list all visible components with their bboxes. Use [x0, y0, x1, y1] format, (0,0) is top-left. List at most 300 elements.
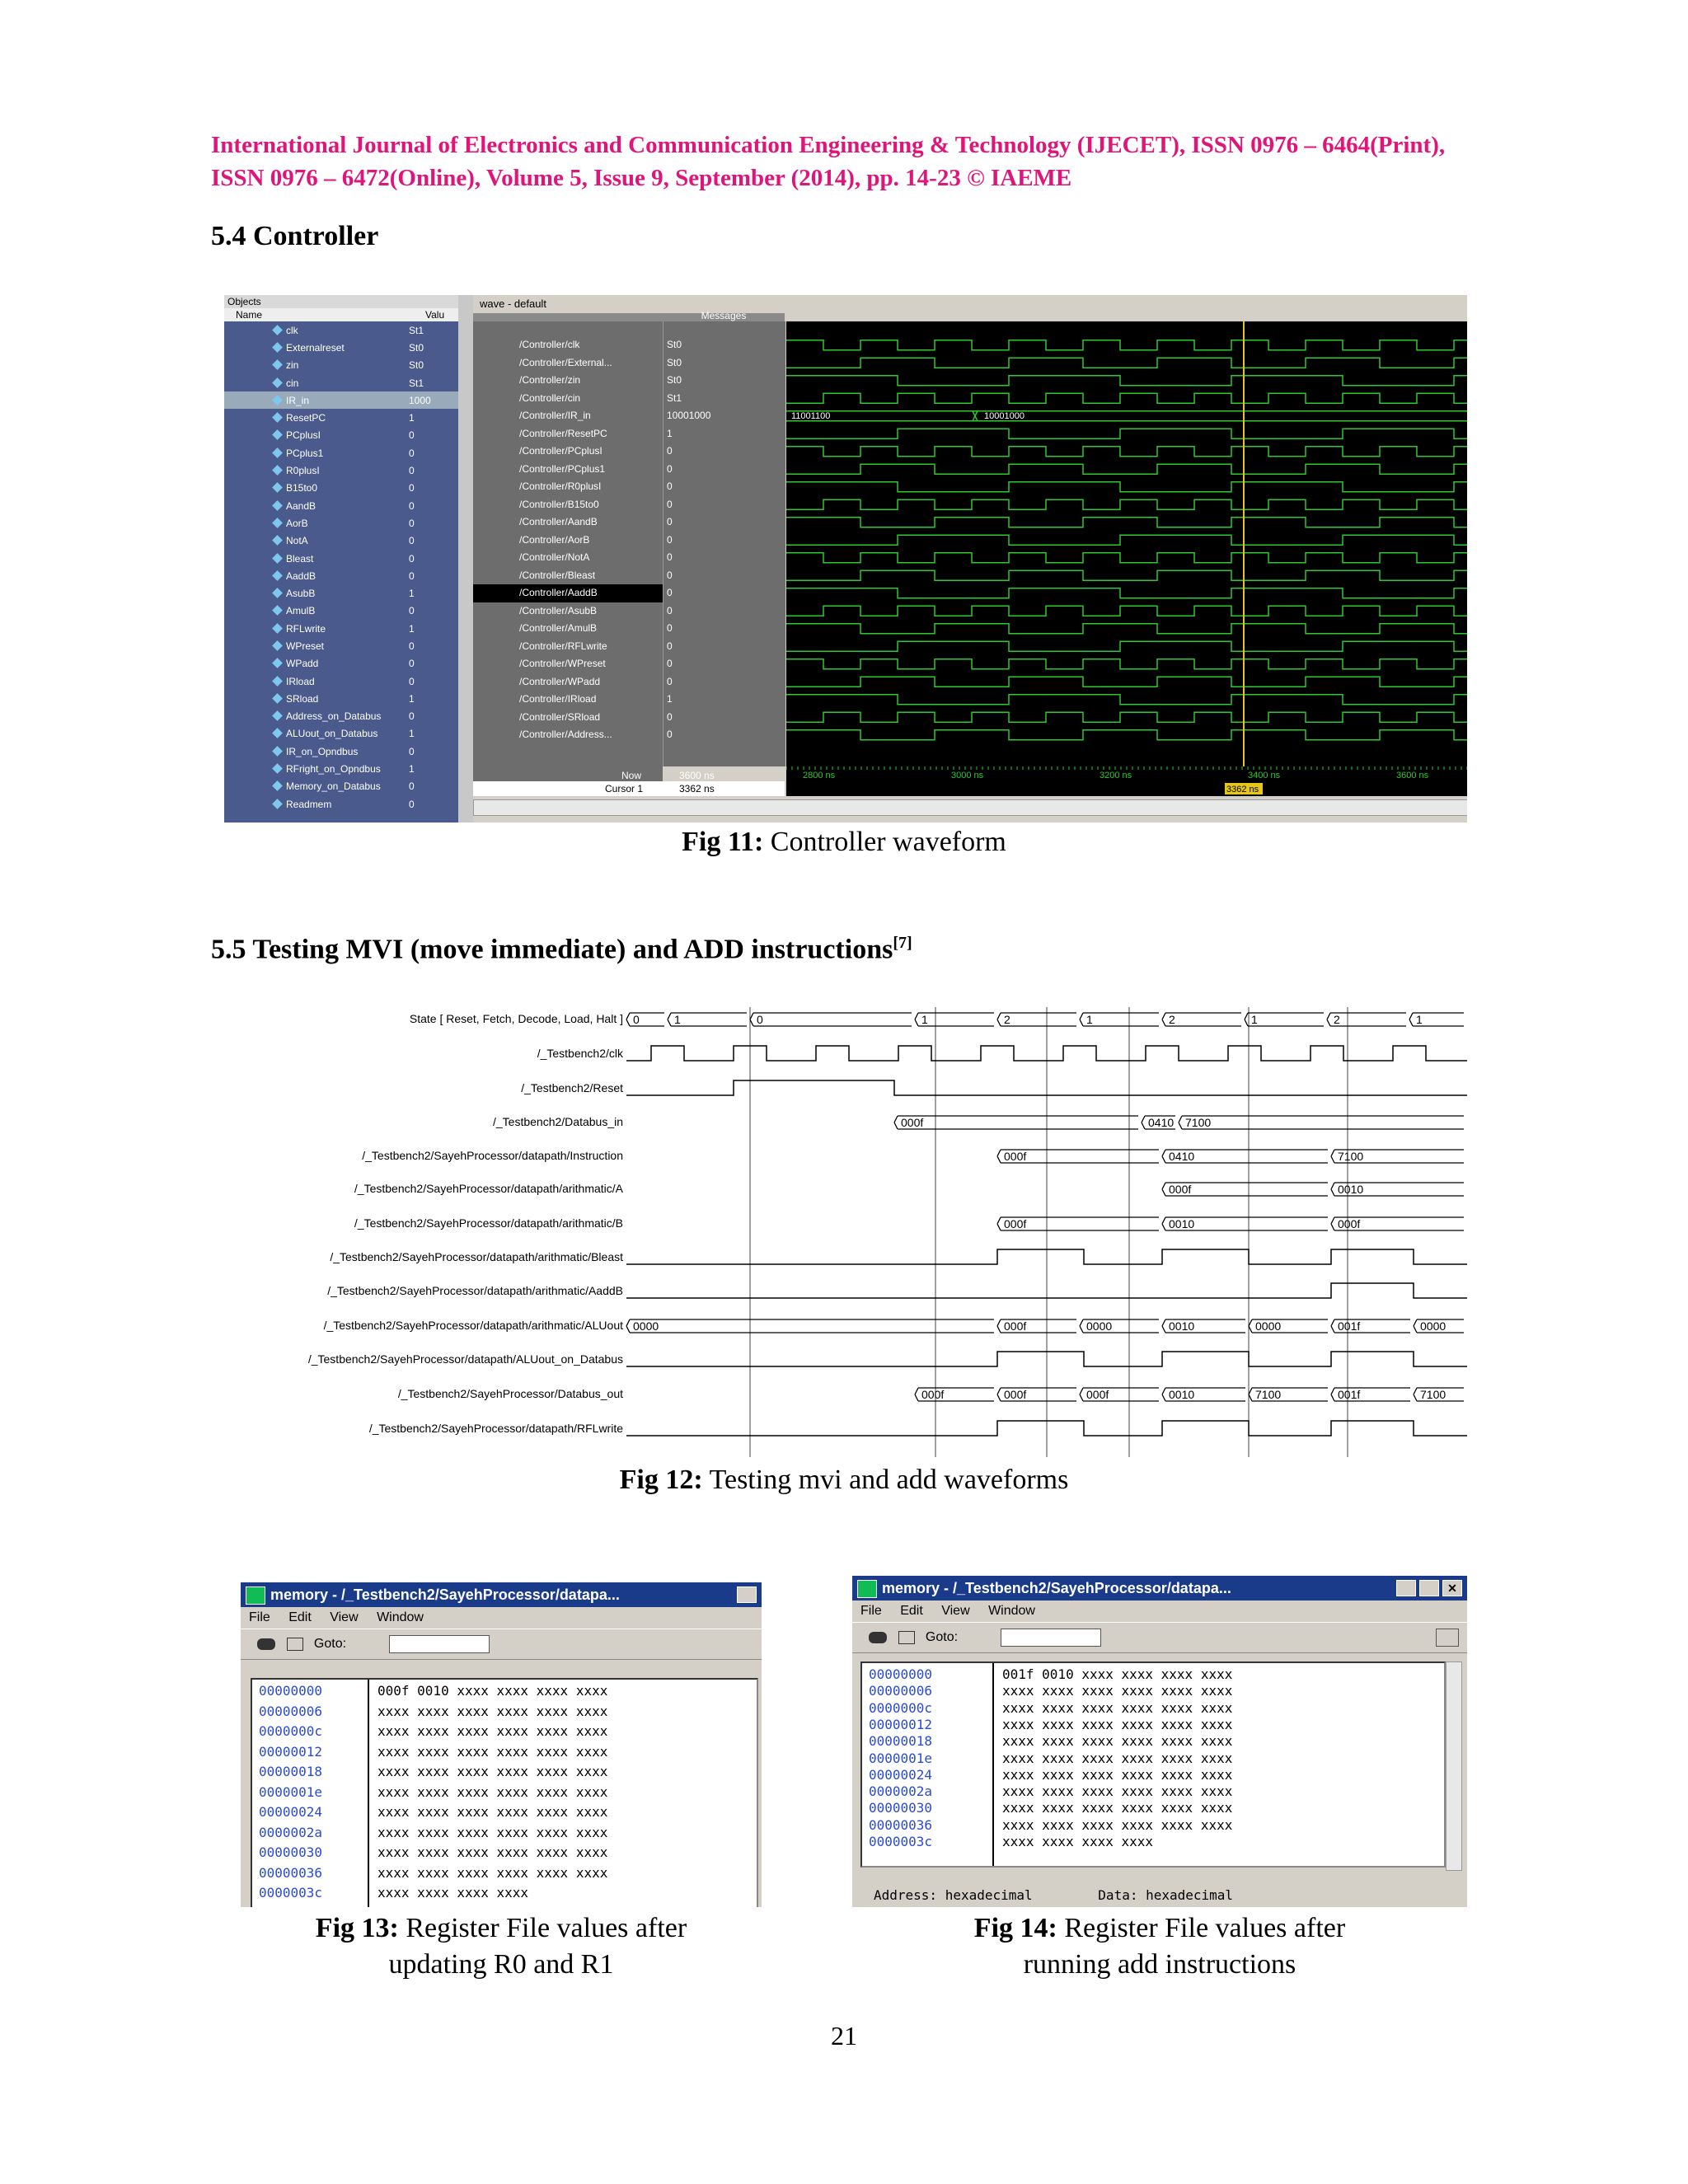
- maximize-button[interactable]: [1419, 1580, 1439, 1596]
- memory-address: 00000000: [869, 1666, 933, 1682]
- goto-icon[interactable]: [287, 1638, 303, 1651]
- object-name: AandB: [224, 500, 409, 512]
- wave-signal-name[interactable]: /Controller/PCplusI: [519, 445, 603, 457]
- memory-row[interactable]: [259, 1723, 607, 1739]
- wave-signal-name[interactable]: /Controller/WPreset: [519, 658, 606, 669]
- object-row[interactable]: [224, 321, 458, 339]
- object-name: Externalreset: [224, 342, 409, 354]
- memory-row[interactable]: [259, 1704, 607, 1719]
- signal-diamond-icon: [272, 430, 283, 441]
- vertical-scrollbar[interactable]: [1446, 1661, 1462, 1871]
- goto-icon[interactable]: [898, 1631, 915, 1644]
- object-name: AorB: [224, 518, 409, 529]
- wave-trace: [786, 518, 1467, 527]
- wave-signal-value: 0: [667, 516, 673, 527]
- wave-signal-value: 0: [667, 710, 673, 723]
- memory-address: 0000003c: [259, 1885, 323, 1900]
- object-row[interactable]: [224, 690, 458, 707]
- memory-row[interactable]: [259, 1825, 607, 1840]
- wave-signal-name[interactable]: /Controller/External...: [519, 356, 612, 368]
- object-row[interactable]: [224, 673, 458, 690]
- fig11-caption-label: Fig 11:: [682, 827, 764, 857]
- wave-signal-value: 0: [667, 551, 673, 563]
- fig12-bus-value: 7100: [1420, 1388, 1447, 1401]
- object-value: 0: [409, 535, 415, 547]
- fig12-bus-value: 7100: [1338, 1150, 1364, 1163]
- fig13-memory-table[interactable]: [251, 1678, 758, 1907]
- object-row[interactable]: [224, 795, 458, 813]
- fig12-signal-label: /_Testbench2/Databus_in: [493, 1115, 623, 1128]
- memory-values: xxxx xxxx xxxx xxxx xxxx xxxx: [1002, 1750, 1233, 1766]
- memory-row[interactable]: [869, 1717, 1232, 1732]
- time-tick-label: 2800 ns: [803, 771, 836, 780]
- fig14-status-data: Data: hexadecimal: [1098, 1887, 1234, 1903]
- wave-trace: [786, 553, 1467, 563]
- wave-signal-name[interactable]: /Controller/ResetPC: [519, 427, 607, 439]
- memory-address: 00000018: [259, 1764, 323, 1779]
- memory-window-icon: [857, 1580, 877, 1598]
- object-row[interactable]: [224, 725, 458, 743]
- object-row[interactable]: [224, 480, 458, 497]
- memory-values: xxxx xxxx xxxx xxxx xxxx xxxx: [1002, 1766, 1233, 1783]
- object-value: 0: [409, 429, 415, 442]
- fig12-signal-label: /_Testbench2/SayehProcessor/datapath/RFLwrite: [368, 1422, 623, 1435]
- object-row[interactable]: [224, 532, 458, 550]
- signal-diamond-icon: [272, 588, 283, 598]
- memory-row[interactable]: [869, 1800, 1232, 1816]
- wave-trace: [786, 358, 1467, 368]
- object-row[interactable]: [224, 760, 458, 777]
- object-name: AsubB: [224, 588, 409, 599]
- wave-signal-value: 0: [667, 462, 673, 475]
- wave-signal-name[interactable]: /Controller/cin: [519, 391, 581, 404]
- fig12-bus-value: 1: [1086, 1013, 1093, 1026]
- memory-values: xxxx xxxx xxxx xxxx: [377, 1885, 529, 1900]
- object-row[interactable]: [224, 637, 458, 654]
- memory-address: 0000001e: [259, 1783, 323, 1800]
- memory-address: 0000000c: [259, 1723, 323, 1739]
- fig14-toolbar: [852, 1622, 1467, 1653]
- objects-value-header[interactable]: Valu: [425, 309, 445, 321]
- object-row[interactable]: [224, 409, 458, 426]
- wave-footer: [473, 766, 1467, 823]
- time-tick-label: 3400 ns: [1248, 771, 1281, 780]
- wave-signal-name[interactable]: /Controller/PCplus1: [519, 462, 606, 475]
- wave-trace: [786, 535, 1467, 545]
- signal-diamond-icon: [272, 518, 283, 528]
- fig12-bus-segment: [1179, 1116, 1464, 1129]
- object-name: Readmem: [224, 799, 409, 810]
- fig12-signal-label: /_Testbench2/Reset: [521, 1081, 623, 1094]
- time-tick-label: 3000 ns: [951, 771, 984, 780]
- memory-row[interactable]: [259, 1885, 528, 1900]
- memory-address: 00000006: [869, 1683, 933, 1699]
- fig12-bus-value: 0410: [1148, 1116, 1175, 1129]
- fig12-bus-value: 0: [757, 1013, 763, 1026]
- signal-diamond-icon: [272, 676, 283, 687]
- signal-diamond-icon: [272, 606, 283, 616]
- wave-signal-value: 10001000: [667, 410, 711, 421]
- object-value: St1: [409, 377, 424, 389]
- fig13-toolbar: [241, 1629, 762, 1660]
- find-binoculars-icon[interactable]: [869, 1632, 887, 1643]
- object-row[interactable]: [224, 602, 458, 620]
- wave-signal-name[interactable]: /Controller/B15to0: [519, 498, 599, 510]
- signal-diamond-icon: [272, 570, 283, 581]
- object-row[interactable]: [224, 427, 458, 444]
- signal-diamond-icon: [272, 729, 283, 739]
- fig13-caption-label: Fig 13:: [315, 1913, 399, 1943]
- signal-diamond-icon: [272, 325, 283, 335]
- waveform-area[interactable]: [786, 321, 1467, 766]
- wave-panel: [473, 295, 1467, 823]
- object-value: 1: [409, 622, 415, 635]
- wave-trace: [786, 588, 1467, 598]
- wave-signal-name[interactable]: /Controller/zin: [519, 374, 581, 386]
- object-name: ResetPC: [224, 412, 409, 424]
- wave-signal-name[interactable]: /Controller/WPadd: [519, 675, 601, 687]
- fig12-bus-value: 000f: [901, 1116, 924, 1129]
- memory-address: 00000030: [869, 1800, 933, 1816]
- fig12-bus-segment: [750, 1013, 912, 1026]
- memory-address: 00000006: [259, 1703, 323, 1719]
- wave-trace: [786, 393, 1467, 403]
- wave-signal-name[interactable]: /Controller/AandB: [519, 516, 598, 527]
- section-heading-mvi-add-text: 5.5 Testing MVI (move immediate) and ADD instructions: [211, 934, 893, 965]
- memory-values: xxxx xxxx xxxx xxxx xxxx xxxx: [1002, 1699, 1233, 1716]
- now-value: 3600 ns: [679, 770, 715, 781]
- fig14-menu-bar[interactable]: File Edit View Window: [860, 1604, 1035, 1618]
- object-row[interactable]: [224, 357, 458, 374]
- wave-signal-name[interactable]: /Controller/IRload: [519, 693, 597, 705]
- signal-diamond-icon: [272, 359, 283, 370]
- fig11-caption: [0, 824, 1688, 860]
- object-value: 0: [409, 710, 415, 723]
- object-value: 1: [409, 763, 415, 776]
- fig12-bus-value: 001f: [1338, 1319, 1361, 1333]
- memory-address: 00000012: [259, 1743, 323, 1760]
- wave-trace: [786, 659, 1467, 669]
- object-name: Address_on_Databus: [224, 710, 409, 722]
- object-name: IR_on_Opndbus: [224, 746, 409, 757]
- fig12-caption: [0, 1462, 1688, 1498]
- signal-diamond-icon: [272, 482, 283, 493]
- close-icon[interactable]: ✕: [1442, 1580, 1462, 1596]
- object-row[interactable]: [224, 497, 458, 514]
- now-label: Now: [621, 770, 642, 781]
- section-heading-mvi-add: [211, 934, 912, 965]
- memory-values: xxxx xxxx xxxx xxxx xxxx xxxx: [377, 1844, 608, 1860]
- wave-signal-value: 0: [667, 498, 673, 510]
- fig14-memory-table[interactable]: [860, 1661, 1446, 1868]
- wave-trace: [786, 695, 1467, 705]
- memory-values: 000f 0010 xxxx xxxx xxxx xxxx: [377, 1683, 608, 1699]
- signal-diamond-icon: [272, 342, 283, 353]
- object-value: 0: [409, 798, 415, 810]
- wave-signal-value: 0: [667, 480, 673, 492]
- signal-diamond-icon: [272, 780, 283, 791]
- object-name: Memory_on_Databus: [224, 780, 409, 792]
- memory-values: xxxx xxxx xxxx xxxx xxxx xxxx: [377, 1764, 608, 1779]
- fig12-signal-label: /_Testbench2/clk: [537, 1047, 623, 1060]
- wave-signal-name[interactable]: /Controller/NotA: [519, 551, 590, 563]
- wave-signal-name[interactable]: /Controller/RFLwrite: [519, 640, 607, 652]
- signal-diamond-icon: [272, 640, 283, 651]
- wave-signal-name[interactable]: /Controller/AmulB: [519, 622, 598, 634]
- fig12-signal-label: /_Testbench2/SayehProcessor/Databus_out: [397, 1387, 623, 1400]
- object-row[interactable]: [224, 584, 458, 602]
- wave-signal-value: 0: [667, 640, 673, 652]
- memory-address: 00000030: [259, 1844, 323, 1860]
- wave-window-title: wave - default: [473, 295, 1467, 313]
- object-name: WPreset: [224, 640, 409, 652]
- memory-row[interactable]: [259, 1744, 607, 1760]
- fig13-caption-line2: updating R0 and R1: [388, 1949, 614, 1980]
- object-name: WPadd: [224, 658, 409, 669]
- object-row[interactable]: [224, 391, 458, 409]
- fig14-status-address: Address: hexadecimal: [874, 1887, 1033, 1903]
- object-value: 0: [409, 465, 415, 477]
- horizontal-scrollbar[interactable]: [473, 799, 1467, 816]
- fig12-bus-value: 000f: [1338, 1217, 1361, 1230]
- wave-signal-name[interactable]: /Controller/SRload: [519, 710, 601, 723]
- object-name: RFLwrite: [224, 623, 409, 635]
- signal-diamond-icon: [272, 377, 283, 388]
- memory-row[interactable]: [869, 1700, 1232, 1716]
- object-name: zin: [224, 359, 409, 371]
- undock-icon[interactable]: [1436, 1629, 1459, 1647]
- object-row[interactable]: [224, 462, 458, 479]
- fig11-caption-text: Controller waveform: [770, 827, 1006, 857]
- fig12-signal-label: /_Testbench2/SayehProcessor/datapath/arithmatic/Bleast: [330, 1250, 623, 1263]
- object-row[interactable]: [224, 514, 458, 532]
- object-row[interactable]: [224, 339, 458, 356]
- wave-trace: [786, 447, 1467, 457]
- fig12-signal-label: State [ Reset, Fetch, Decode, Load, Halt ]: [409, 1012, 623, 1025]
- memory-values: xxxx xxxx xxxx xxxx xxxx xxxx: [377, 1804, 608, 1820]
- signal-diamond-icon: [272, 623, 283, 634]
- object-name: B15to0: [224, 482, 409, 494]
- fig12-signal-label: /_Testbench2/SayehProcessor/datapath/Instruction: [362, 1149, 623, 1162]
- object-value: 0: [409, 552, 415, 565]
- wave-signal-name[interactable]: /Controller/clk: [519, 339, 580, 350]
- cursor-label: Cursor 1: [605, 783, 644, 794]
- wave-signal-name[interactable]: /Controller/Address...: [519, 729, 612, 740]
- object-value: St0: [409, 341, 424, 354]
- wave-signal-value: 0: [667, 587, 673, 598]
- memory-address: 00000024: [869, 1766, 933, 1783]
- object-name: AmulB: [224, 605, 409, 616]
- fig14-status-bar: [852, 1884, 1467, 1907]
- object-name: RFright_on_Opndbus: [224, 763, 409, 775]
- wave-trace: [786, 464, 1467, 474]
- fig12-caption-label: Fig 12:: [619, 1465, 703, 1495]
- fig12-bus-value: 000f: [1004, 1388, 1027, 1401]
- memory-address: 0000000c: [869, 1699, 933, 1716]
- wave-signal-name[interactable]: /Controller/R0plusI: [519, 480, 602, 492]
- memory-row[interactable]: [869, 1783, 1232, 1799]
- wave-trace: [786, 712, 1467, 722]
- objects-panel-title: Objects: [224, 295, 458, 308]
- wave-signal-name[interactable]: /Controller/AorB: [519, 533, 590, 546]
- wave-signal-value: 0: [667, 658, 673, 669]
- signal-diamond-icon: [272, 500, 283, 511]
- wave-signal-value: 1: [667, 427, 673, 439]
- object-row[interactable]: [224, 743, 458, 760]
- object-row[interactable]: [224, 567, 458, 584]
- wave-signal-value: St0: [667, 339, 682, 350]
- fig12-bus-value: 000f: [1086, 1388, 1109, 1401]
- memory-address: 00000012: [869, 1716, 933, 1732]
- fig12-bus-value: 000f: [1004, 1319, 1027, 1333]
- wave-signal-value: St1: [667, 391, 682, 404]
- memory-values: xxxx xxxx xxxx xxxx xxxx xxxx: [1002, 1683, 1233, 1699]
- cursor-marker-label: 3362 ns: [1226, 785, 1259, 794]
- memory-address: 00000036: [259, 1864, 323, 1881]
- object-value: 0: [409, 675, 415, 687]
- time-tick-label: 3200 ns: [1100, 771, 1132, 780]
- object-value: 1: [409, 412, 415, 424]
- object-row[interactable]: [224, 778, 458, 795]
- fig12-bus-value: 2: [1169, 1013, 1175, 1026]
- memory-row[interactable]: [869, 1834, 1153, 1849]
- objects-panel-columns: [224, 308, 458, 321]
- object-value: 1000: [409, 394, 431, 406]
- fig12-signal-label: /_Testbench2/SayehProcessor/datapath/arithmatic/ALUout: [323, 1319, 623, 1332]
- memory-row[interactable]: [259, 1844, 607, 1860]
- memory-row[interactable]: [259, 1865, 607, 1881]
- objects-list: [224, 321, 458, 813]
- object-row[interactable]: [224, 620, 458, 637]
- object-name: clk: [224, 325, 409, 336]
- object-value: 0: [409, 640, 415, 652]
- fig14-caption-line1: Register File values after: [1064, 1913, 1346, 1943]
- fig12-bus-value: 000f: [1169, 1183, 1192, 1196]
- time-tick-label: 3600 ns: [1396, 771, 1429, 780]
- section-heading-controller: 5.4 Controller: [211, 221, 379, 251]
- memory-row[interactable]: [869, 1767, 1232, 1783]
- wave-signal-value: 0: [667, 569, 673, 581]
- fig13-menu-bar[interactable]: File Edit View Window: [249, 1610, 424, 1624]
- find-binoculars-icon[interactable]: [257, 1638, 275, 1650]
- memory-row[interactable]: [869, 1666, 1232, 1682]
- wave-signal-value: St0: [667, 356, 682, 368]
- wave-trace: [786, 376, 1467, 386]
- memory-values: xxxx xxxx xxxx xxxx xxxx xxxx: [377, 1783, 608, 1800]
- object-row[interactable]: [224, 655, 458, 673]
- ir-value-label: 10001000: [984, 410, 1025, 421]
- wave-trace: [786, 624, 1467, 634]
- memory-row[interactable]: [869, 1683, 1232, 1699]
- object-name: AaddB: [224, 570, 409, 582]
- fig14-memory-window: [852, 1576, 1467, 1907]
- fig13-title-bar: [241, 1582, 762, 1607]
- memory-row[interactable]: [869, 1733, 1232, 1749]
- object-row[interactable]: [224, 550, 458, 567]
- page-number: 21: [831, 2021, 857, 2050]
- memory-window-icon: [246, 1586, 265, 1605]
- signal-diamond-icon: [272, 710, 283, 721]
- fig12-bus-value: 000f: [921, 1388, 945, 1401]
- fig12-waveform-plot: [223, 1007, 1467, 1457]
- fig12-caption-text: Testing mvi and add waveforms: [709, 1465, 1069, 1495]
- wave-signal-value: 0: [667, 675, 673, 687]
- memory-row[interactable]: [259, 1683, 607, 1699]
- fig13-goto-input[interactable]: [389, 1635, 490, 1653]
- wave-trace: [786, 641, 1467, 651]
- ir-value-label: 11001100: [791, 410, 831, 421]
- memory-row[interactable]: [259, 1764, 607, 1779]
- signal-diamond-icon: [272, 693, 283, 704]
- wave-signal-name[interactable]: /Controller/AsubB: [519, 604, 598, 616]
- wave-signal-name[interactable]: /Controller/Bleast: [519, 569, 596, 581]
- object-name: R0plusI: [224, 465, 409, 476]
- minimize-button[interactable]: [1396, 1580, 1416, 1596]
- object-row[interactable]: [224, 708, 458, 725]
- fig12-bus-value: 0000: [633, 1319, 659, 1333]
- memory-values: 001f 0010 xxxx xxxx xxxx xxxx: [1002, 1666, 1233, 1682]
- memory-address: 0000002a: [869, 1783, 933, 1800]
- fig12-bus-value: 0410: [1169, 1150, 1195, 1163]
- fig12-bus-value: 1: [921, 1013, 928, 1026]
- fig12-bus-value: 0000: [1086, 1319, 1113, 1333]
- wave-trace: [786, 429, 1467, 438]
- object-value: 0: [409, 658, 415, 670]
- signal-diamond-icon: [272, 535, 283, 546]
- memory-row[interactable]: [259, 1804, 607, 1820]
- signal-diamond-icon: [272, 412, 283, 423]
- fig13-caption: [241, 1910, 762, 1983]
- object-value: 1: [409, 692, 415, 705]
- object-row[interactable]: [224, 374, 458, 391]
- fig12-signal-label: /_Testbench2/SayehProcessor/datapath/arithmatic/B: [354, 1216, 623, 1230]
- object-name: IRload: [224, 676, 409, 687]
- fig13-memory-window: [241, 1582, 762, 1907]
- memory-address: 0000002a: [259, 1824, 323, 1840]
- fig14-goto-input[interactable]: [1001, 1629, 1101, 1647]
- memory-row[interactable]: [869, 1750, 1232, 1766]
- fig12-bus-value: 0010: [1169, 1217, 1195, 1230]
- wave-trace: [786, 340, 1467, 350]
- signal-diamond-icon: [272, 763, 283, 774]
- fig13-caption-line1: Register File values after: [406, 1913, 687, 1943]
- object-row[interactable]: [224, 444, 458, 462]
- memory-address: 0000003c: [869, 1834, 933, 1849]
- fig12-bus-value: 7100: [1255, 1388, 1282, 1401]
- fig12-bus-segment: [894, 1116, 1138, 1129]
- wave-signal-name[interactable]: /Controller/AaddB: [473, 584, 663, 602]
- object-name: ALUout_on_Databus: [224, 728, 409, 739]
- fig12-bus-value: 1: [1416, 1013, 1423, 1026]
- fig14-caption-line2: running add instructions: [1023, 1949, 1296, 1980]
- memory-row[interactable]: [869, 1817, 1232, 1833]
- object-value: 0: [409, 605, 415, 617]
- memory-values: xxxx xxxx xxxx xxxx xxxx xxxx: [377, 1743, 608, 1760]
- section-heading-mvi-add-ref: [7]: [893, 934, 912, 952]
- memory-values: xxxx xxxx xxxx xxxx xxxx xxxx: [377, 1864, 608, 1881]
- object-name: Bleast: [224, 553, 409, 565]
- memory-row[interactable]: [259, 1784, 607, 1800]
- signal-names-column: [473, 321, 663, 766]
- fig11-controller-waveform: [224, 295, 1467, 823]
- wave-signal-value: 0: [667, 729, 673, 740]
- memory-values: xxxx xxxx xxxx xxxx: [1002, 1834, 1154, 1849]
- minimize-button[interactable]: [737, 1586, 757, 1603]
- objects-name-header[interactable]: Name: [236, 309, 263, 321]
- wave-signal-name[interactable]: /Controller/IR_in: [519, 410, 591, 421]
- memory-values: xxxx xxxx xxxx xxxx xxxx xxxx: [377, 1723, 608, 1739]
- fig14-caption: [852, 1910, 1467, 1983]
